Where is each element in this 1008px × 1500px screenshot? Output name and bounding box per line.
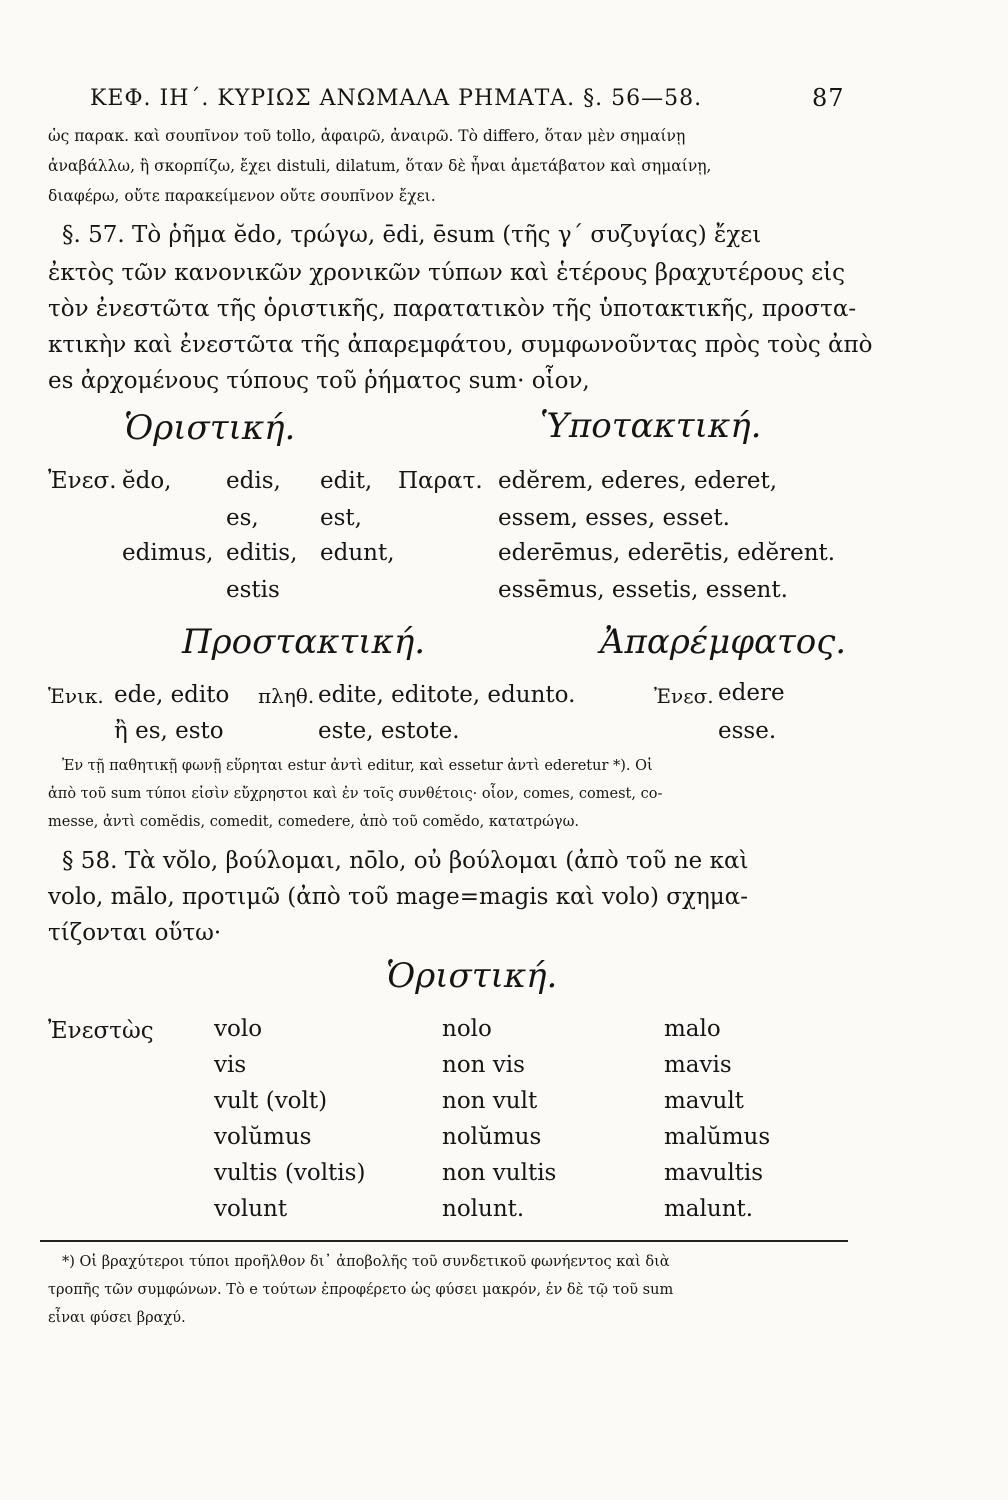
heading-indicative: Ὁριστική. (124, 408, 296, 448)
running-head: ΚΕΦ. ΙΗ΄. ΚΥΡΙΩΣ ΑΝΩΜΑΛΑ ΡΗΜΑΤΑ. §. 56—58. (90, 86, 703, 111)
text-line: ἀναβάλλω, ἢ σκορπίζω, ἔχει distuli, dilatum, ὅταν δὲ ἦναι ἀμετάβατον καὶ σημαίνῃ, (48, 157, 712, 175)
infinitive-form: esse. (718, 718, 777, 744)
label-present: Ἐνεσ. (654, 684, 714, 708)
sub-row: essēmus, essetis, essent. (498, 577, 788, 603)
heading-indicative-volo: Ὁριστική. (386, 956, 558, 996)
form-cell: estis (226, 577, 280, 603)
footnote-rule (40, 1240, 848, 1242)
infinitive-form: edere (718, 680, 785, 706)
form-cell: nolŭmus (442, 1124, 542, 1150)
sub-row: ederēmus, ederētis, edĕrent. (498, 540, 836, 566)
heading-subjunctive: Ὑποτακτική. (540, 406, 762, 446)
section-57-line: ἐκτὸς τῶν κανονικῶν χρονικῶν τύπων καὶ ἑτέρους βραχυτέρους εἰς (48, 260, 846, 286)
form-cell: nolo (442, 1016, 492, 1042)
form-cell: edit, (320, 468, 373, 494)
form-cell: editis, (226, 540, 298, 566)
label-singular: Ἑνικ. (48, 684, 104, 708)
form-cell: volunt (214, 1196, 288, 1222)
form-cell: ĕdo, (122, 468, 172, 494)
label-imperfect: Παρατ. (398, 468, 483, 494)
form-cell: edis, (226, 468, 281, 494)
section-57-line: es ἀρχομένους τύπους τοῦ ῥήματος sum· οἷον, (48, 368, 590, 394)
page-number: 87 (812, 84, 845, 112)
form-cell: edimus, (122, 540, 214, 566)
label-present: Ἐνεστὼς (48, 1018, 154, 1044)
footnote-line: εἶναι φύσει βραχύ. (48, 1310, 186, 1326)
heading-imperative: Προστακτική. (182, 622, 425, 662)
form-cell: malunt. (664, 1196, 754, 1222)
sub-row: edĕrem, ederes, ederet, (498, 468, 778, 494)
footnote-line: τροπῆς τῶν συμφώνων. Τὸ e τούτων ἐπροφέρετο ὡς φύσει μακρόν, ἐν δὲ τῷ τοῦ sum (48, 1282, 674, 1298)
form-cell: non vis (442, 1052, 525, 1078)
form-cell: vult (volt) (214, 1088, 328, 1114)
imperative-form: este, estote. (318, 718, 460, 744)
section-57-line: §. 57. Τὸ ῥῆμα ĕdo, τρώγω, ēdi, ēsum (τῆς γ΄ συζυγίας) ἔχει (62, 222, 762, 248)
form-cell: mavultis (664, 1160, 764, 1186)
section-57-line: τὸν ἐνεστῶτα τῆς ὁριστικῆς, παρατατικὸν τῆς ὑποτακτικῆς, προστα- (48, 296, 857, 322)
form-cell: malo (664, 1016, 721, 1042)
imperative-form: edite, editote, edunto. (318, 682, 576, 708)
note-line: ἀπὸ τοῦ sum τύποι εἰσὶν εὔχρηστοι καὶ ἐν τοῖς συνθέτοις· οἷον, comes, comest, co- (48, 786, 663, 802)
imperative-form: ede, edito (114, 682, 230, 708)
form-cell: non vultis (442, 1160, 557, 1186)
imperative-form: ἢ es, esto (114, 718, 224, 744)
sub-row: essem, esses, esset. (498, 505, 730, 531)
form-cell: malŭmus (664, 1124, 771, 1150)
form-cell: est, (320, 505, 362, 531)
form-cell: edunt, (320, 540, 395, 566)
text-line: ὡς παρακ. καὶ σουπῖνον τοῦ tollo, ἀφαιρῶ, ἀναιρῶ. Τὸ differo, ὅταν μὲν σημαίνῃ (48, 127, 686, 145)
note-line: messe, ἀντὶ comĕdis, comedit, comedere, ἀπὸ τοῦ comĕdo, κατατρώγω. (48, 814, 579, 830)
form-cell: volo (214, 1016, 263, 1042)
section-57-line: κτικὴν καὶ ἐνεστῶτα τῆς ἀπαρεμφάτου, συμφωνοῦντας πρὸς τοὺς ἀπὸ (48, 332, 873, 358)
footnote-line: *) Οἱ βραχύτεροι τύποι προῆλθον δι᾽ ἀποβολῆς τοῦ συνδετικοῦ φωνήεντος καὶ διὰ (62, 1254, 670, 1270)
form-cell: vultis (voltis) (214, 1160, 366, 1186)
form-cell: mavis (664, 1052, 732, 1078)
form-cell: volŭmus (214, 1124, 312, 1150)
heading-infinitive: Ἀπαρέμφατος. (600, 622, 847, 662)
text-line: διαφέρω, οὔτε παρακείμενον οὔτε σουπῖνον ἔχει. (48, 187, 436, 205)
form-cell: es, (226, 505, 259, 531)
form-cell: vis (214, 1052, 247, 1078)
form-cell: non vult (442, 1088, 538, 1114)
label-plural: πληθ. (258, 684, 315, 708)
section-58-line: § 58. Τὰ vŏlo, βούλομαι, nōlo, οὐ βούλομαι (ἀπὸ τοῦ ne καὶ (62, 848, 749, 874)
note-line: Ἐν τῇ παθητικῇ φωνῇ εὕρηται estur ἀντὶ editur, καὶ essetur ἀντὶ ederetur *). Οἱ (62, 758, 653, 774)
form-cell: mavult (664, 1088, 744, 1114)
form-cell: nolunt. (442, 1196, 525, 1222)
section-58-line: volo, mālo, προτιμῶ (ἀπὸ τοῦ mage=magis καὶ volo) σχημα- (48, 884, 748, 910)
section-58-line: τίζονται οὕτω· (48, 920, 222, 946)
label-present: Ἐνεσ. (48, 468, 117, 494)
